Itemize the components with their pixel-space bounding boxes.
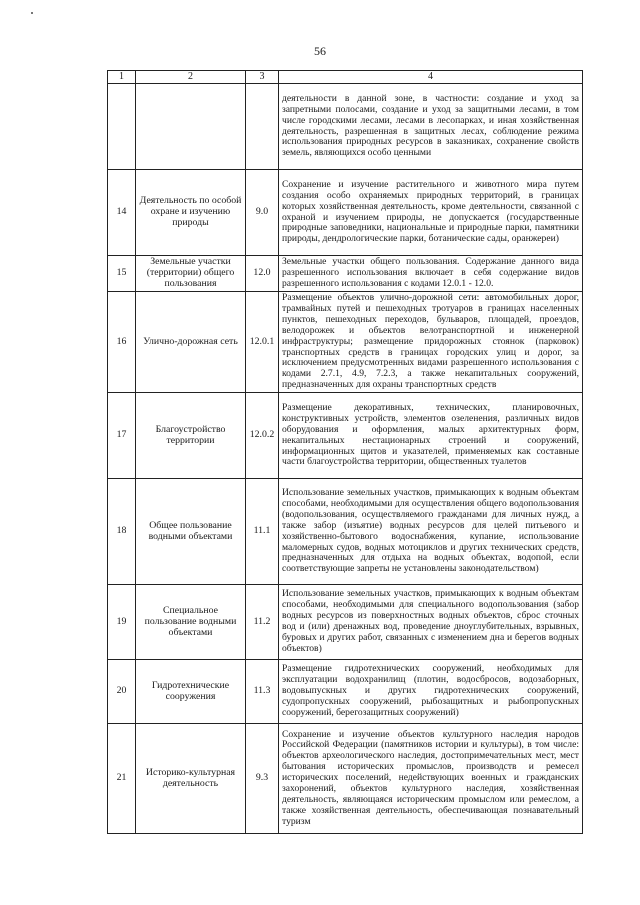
use-name: Историко-культурная деятельность <box>136 724 246 834</box>
row-number: 18 <box>108 479 136 585</box>
use-name: Деятельность по особой охране и изучению природы <box>136 170 246 256</box>
table-row <box>108 660 583 724</box>
table-row <box>108 585 583 660</box>
use-code: 12.0.1 <box>246 292 279 393</box>
page-number: 56 <box>314 44 326 58</box>
use-description: Использование земельных участков, примыкающих к водным объектам способами, необходимыми для специального водопользования (забор водных ресурсов из поверхностных водных объектов, сброс сточных вод и (или) дренажных вод, проведение дноуглубительных, взрывных, буровых и других работ, связанных с изменением дна и берегов водных объектов) <box>279 585 583 660</box>
table-row <box>108 292 583 393</box>
use-description: деятельности в данной зоне, в частности: создание и уход за запретными полосами, создание и уход за защитными лесами, в том числе городскими лесами, лесами в лесопарках, и иная хозяйственная деятельность, разрешенная в защитных лесах, соблюдение режима использования природных ресурсов в заказниках, сохранение свойств земель, являющихся особо ценными <box>279 84 583 170</box>
row-number: 15 <box>108 256 136 292</box>
use-code: 12.0 <box>246 256 279 292</box>
use-code: 11.1 <box>246 479 279 585</box>
row-number: 21 <box>108 724 136 834</box>
use-code <box>246 84 279 170</box>
table-row <box>108 256 583 292</box>
table-row <box>108 170 583 256</box>
use-name: Гидротехнические сооружения <box>136 660 246 724</box>
row-number: 16 <box>108 292 136 393</box>
use-description: Использование земельных участков, примыкающих к водным объектам способами, необходимыми для осуществления общего водопользования (водопользования, осуществляемого гражданами для личных нужд, а также забор (изъятие) водных ресурсов для целей питьевого и хозяйственно-бытового водоснабжения, купание, использование маломерных судов, водных мотоциклов и других технических средств, предназначенных для отдыха на водных объектах, водопой, если соответствующие запреты не установлены законодательством) <box>279 479 583 585</box>
use-name <box>136 84 246 170</box>
use-name: Благоустройство территории <box>136 393 246 479</box>
use-code: 9.3 <box>246 724 279 834</box>
use-code: 12.0.2 <box>246 393 279 479</box>
row-number: 17 <box>108 393 136 479</box>
row-number: 14 <box>108 170 136 256</box>
row-number: 20 <box>108 660 136 724</box>
use-code: 11.3 <box>246 660 279 724</box>
table-header-row <box>108 71 583 84</box>
table-row <box>108 84 583 170</box>
header-col-4: 4 <box>279 71 583 84</box>
table-row <box>108 393 583 479</box>
scan-dot <box>31 12 33 14</box>
use-description: Земельные участки общего пользования. Содержание данного вида разрешенного использования включает в себя содержание видов разрешенного использования с кодами 12.0.1 - 12.0. <box>279 256 583 292</box>
header-col-1: 1 <box>108 71 136 84</box>
table-row <box>108 479 583 585</box>
table-row <box>108 724 583 834</box>
row-number: 19 <box>108 585 136 660</box>
header-col-3: 3 <box>246 71 279 84</box>
use-description: Размещение объектов улично-дорожной сети: автомобильных дорог, трамвайных путей и пешеходных тротуаров в границах населенных пунктов, пешеходных переходов, бульваров, площадей, проездов, велодорожек и объектов велотранспортной и инженерной инфраструктуры; размещение придорожных стоянок (парковок) транспортных средств в границах городских улиц и дорог, за исключением предусмотренных видами разрешенного использования с кодами 2.7.1, 4.9, 7.2.3, а также некапитальных сооружений, предназначенных для охраны транспортных средств <box>279 292 583 393</box>
use-name: Земельные участки (территории) общего пользования <box>136 256 246 292</box>
use-description: Сохранение и изучение растительного и животного мира путем создания особо охраняемых природных территорий, в границах которых хозяйственная деятельность, кроме деятельности, связанной с охраной и изучением природы, не допускается (государственные природные заповедники, национальные и природные парки, памятники природы, дендрологические парки, ботанические сады, оранжереи) <box>279 170 583 256</box>
row-number <box>108 84 136 170</box>
use-name: Специальное пользование водными объектами <box>136 585 246 660</box>
header-col-2: 2 <box>136 71 246 84</box>
use-name: Улично-дорожная сеть <box>136 292 246 393</box>
use-description: Сохранение и изучение объектов культурного наследия народов Российской Федерации (памятников истории и культуры), в том числе: объектов археологического наследия, достопримечательных мест, мест бытования исторических промыслов, производств и ремесел исторических поселений, недействующих военных и гражданских захоронений, объектов культурного наследия, хозяйственная деятельность, являющаяся историческим промыслом или ремеслом, а также хозяйственная деятельность, обеспечивающая познавательный туризм <box>279 724 583 834</box>
use-code: 11.2 <box>246 585 279 660</box>
use-description: Размещение декоративных, технических, планировочных, конструктивных устройств, элементов озеленения, различных видов оборудования и оформления, малых архитектурных форм, некапитальных нестационарных строений и сооружений, информационных щитов и указателей, применяемых как составные части благоустройства территории, общественных туалетов <box>279 393 583 479</box>
use-name: Общее пользование водными объектами <box>136 479 246 585</box>
use-code: 9.0 <box>246 170 279 256</box>
use-description: Размещение гидротехнических сооружений, необходимых для эксплуатации водохранилищ (плотин, водосбросов, водозаборных, водовыпускных и других гидротехнических сооружений, судопропускных сооружений, рыбозащитных и рыбопропускных сооружений, берегозащитных сооружений) <box>279 660 583 724</box>
land-use-table <box>107 70 583 834</box>
